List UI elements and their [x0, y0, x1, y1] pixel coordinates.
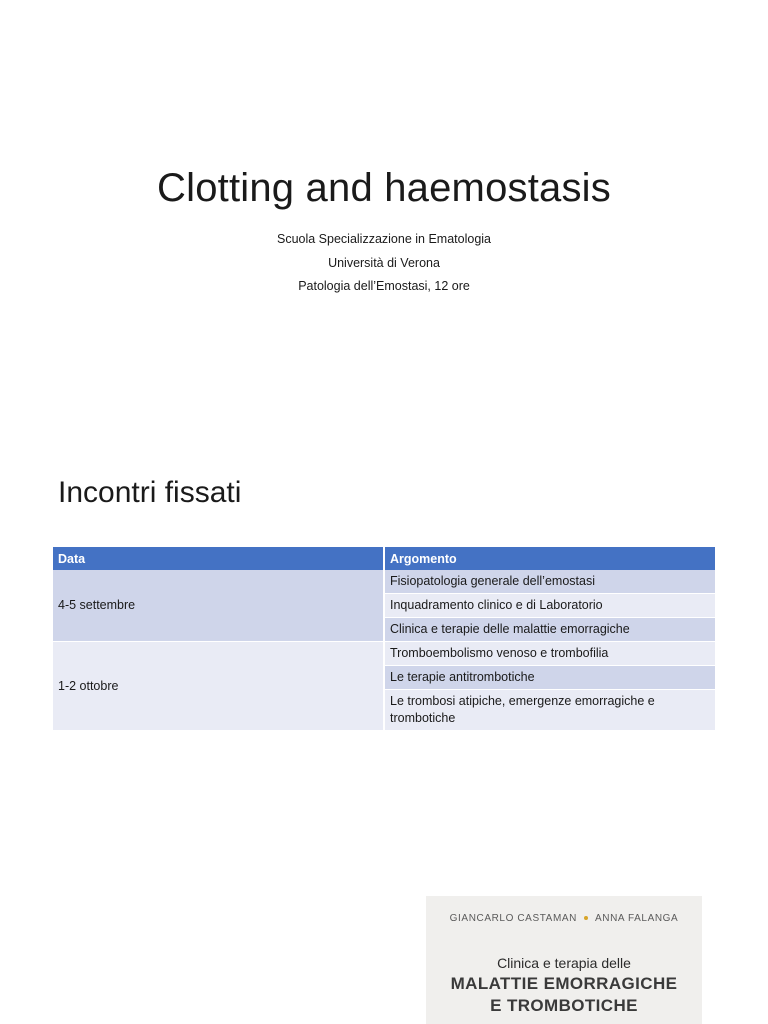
- subtitle-course: Patologia dell’Emostasi, 12 ore: [298, 279, 470, 293]
- section-title: Incontri fissati: [58, 476, 242, 509]
- slide-schedule: [0, 430, 768, 1024]
- subtitle-school: Scuola Specializzazione in Ematologia: [276, 232, 491, 246]
- book-author-1: GIANCARLO CASTAMAN: [449, 913, 577, 924]
- book-cover-image: [426, 896, 702, 1024]
- book-author-2: ANNA FALANGA: [594, 913, 679, 924]
- topic-cell: Tromboembolismo venoso e trombofilia: [384, 642, 715, 666]
- column-header-argomento: Argomento: [384, 547, 715, 570]
- column-header-data: Data: [53, 547, 384, 570]
- book-title-line-1: Clinica e terapia delle: [497, 955, 631, 971]
- topic-cell: Le trombosi atipiche, emergenze emorragiche e trombotiche: [384, 690, 715, 731]
- subtitle-block: [0, 228, 768, 299]
- table-header-row: [53, 547, 715, 570]
- table-row: [53, 570, 715, 594]
- presentation-title: Clotting and haemostasis: [157, 166, 611, 210]
- book-title-line-3: E TROMBOTICHE: [490, 996, 638, 1015]
- book-title-line-2: MALATTIE EMORRAGICHE: [450, 974, 678, 993]
- topic-cell: Inquadramento clinico e di Laboratorio: [384, 594, 715, 618]
- date-cell: 1-2 ottobre: [53, 642, 384, 731]
- subtitle-university: Università di Verona: [328, 255, 440, 270]
- topic-cell: Le terapie antitrombotiche: [384, 666, 715, 690]
- book-authors: [426, 913, 702, 924]
- schedule-table: [53, 547, 715, 731]
- date-cell: 4-5 settembre: [53, 570, 384, 642]
- topic-cell: Clinica e terapie delle malattie emorragiche: [384, 618, 715, 642]
- slide-title: [0, 0, 768, 430]
- separator-dot-icon: [584, 916, 588, 920]
- table-row: [53, 642, 715, 666]
- topic-cell: Fisiopatologia generale dell’emostasi: [384, 570, 715, 594]
